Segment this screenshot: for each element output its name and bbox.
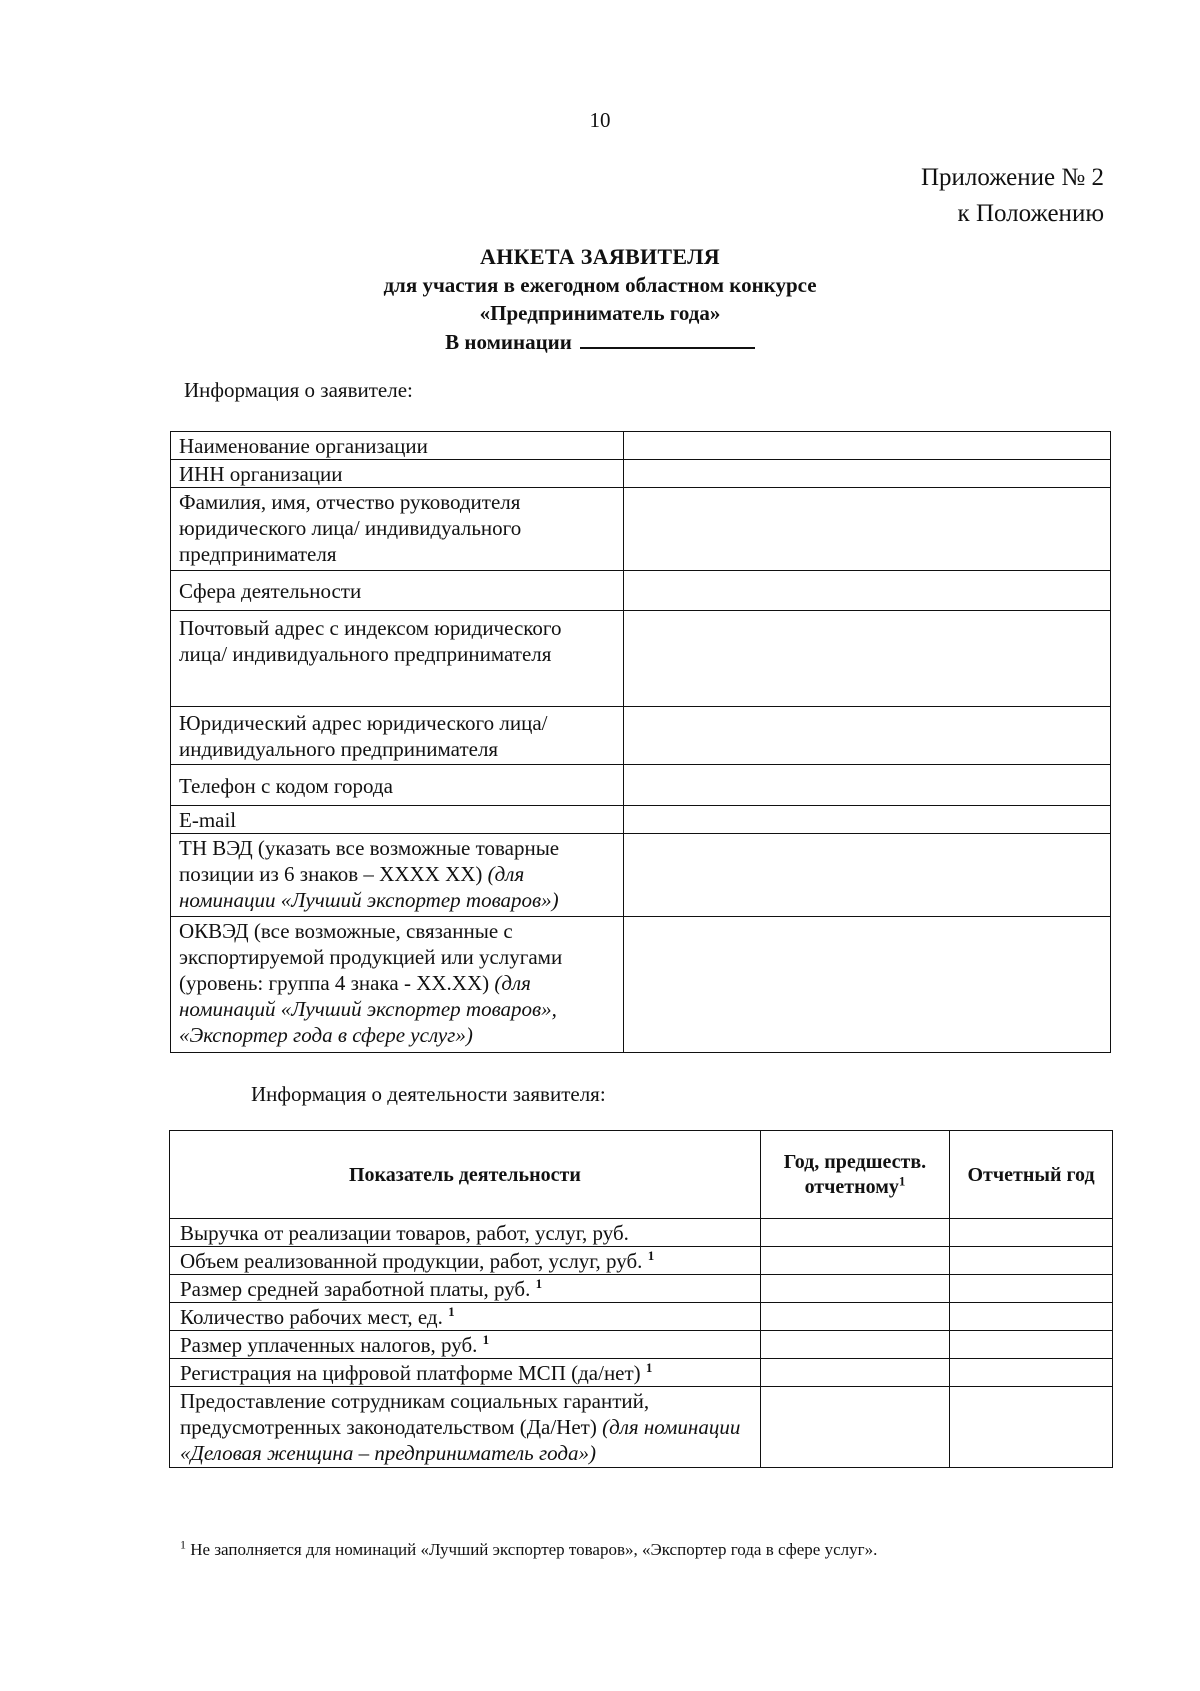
table-row — [171, 917, 1111, 1053]
row-label: E-mail — [171, 806, 624, 834]
row-label — [171, 917, 624, 1053]
table-row — [171, 806, 1111, 834]
table-row — [171, 834, 1111, 917]
footnote-mark: 1 — [645, 1360, 653, 1375]
row-label: Почтовый адрес с индексом юридического лица/ индивидуального предпринимателя — [171, 611, 624, 707]
value-cell[interactable] — [623, 834, 1110, 917]
table-row — [170, 1331, 1113, 1359]
prev-year-value-cell[interactable] — [760, 1359, 949, 1387]
report-year-value-cell[interactable] — [950, 1387, 1113, 1468]
table-row — [170, 1387, 1113, 1468]
nomination-label: В номинации — [445, 330, 572, 354]
indicator-text: Предоставление сотрудникам социальных гарантий, предусмотренных законодательством (Да/Нет) — [180, 1389, 650, 1439]
indicator-text: Выручка от реализации товаров, работ, услуг, руб. — [180, 1221, 629, 1245]
prev-year-value-cell[interactable] — [760, 1387, 949, 1468]
report-year-value-cell[interactable] — [950, 1303, 1113, 1331]
row-label: Фамилия, имя, отчество руководителя юридического лица/ индивидуального предпринимателя — [171, 488, 624, 571]
value-cell[interactable] — [623, 571, 1110, 611]
table-row — [170, 1219, 1113, 1247]
footnote-mark: 1 — [482, 1332, 490, 1347]
row-label: ИНН организации — [171, 460, 624, 488]
column-header-prev-year — [760, 1131, 949, 1219]
indicator-cell — [170, 1387, 761, 1468]
row-label-text: ТН ВЭД (указать все возможные товарные позиции из 6 знаков – XXXX XX) — [179, 836, 560, 886]
table-row — [170, 1275, 1113, 1303]
row-label — [171, 834, 624, 917]
row-label: Юридический адрес юридического лица/ индивидуального предпринимателя — [171, 707, 624, 765]
page-number: 10 — [589, 108, 611, 132]
prev-year-value-cell[interactable] — [760, 1247, 949, 1275]
table-header-row — [170, 1131, 1113, 1219]
applicant-info-label: Информация о заявителе: — [184, 378, 413, 402]
table-row — [170, 1359, 1113, 1387]
applicant-info-table — [170, 431, 1111, 1053]
nomination-blank-field[interactable] — [580, 327, 755, 349]
value-cell[interactable] — [623, 611, 1110, 707]
value-cell[interactable] — [623, 460, 1110, 488]
column-header-indicator: Показатель деятельности — [170, 1131, 761, 1219]
nomination-line — [0, 327, 1200, 356]
report-year-value-cell[interactable] — [950, 1247, 1113, 1275]
value-cell[interactable] — [623, 432, 1110, 460]
table-row — [171, 460, 1111, 488]
indicator-text: Регистрация на цифровой платформе МСП (да/нет) — [180, 1361, 641, 1385]
row-label: Телефон с кодом города — [171, 765, 624, 806]
activity-info-label: Информация о деятельности заявителя: — [251, 1082, 606, 1106]
prev-year-value-cell[interactable] — [760, 1219, 949, 1247]
footnote-number: 1 — [180, 1537, 186, 1552]
appendix-line-1: Приложение № 2 — [920, 164, 1104, 191]
indicator-text: Количество рабочих мест, ед. — [180, 1305, 443, 1329]
value-cell[interactable] — [623, 488, 1110, 571]
table-row — [171, 765, 1111, 806]
column-header-prev-year-text: Год, предшеств. отчетному — [783, 1151, 927, 1198]
row-label: Наименование организации — [171, 432, 624, 460]
prev-year-value-cell[interactable] — [760, 1275, 949, 1303]
value-cell[interactable] — [623, 917, 1110, 1053]
footnote-text: Не заполняется для номинаций «Лучший экспортер товаров», «Экспортер года в сфере услуг». — [190, 1540, 878, 1559]
indicator-text: Размер уплаченных налогов, руб. — [180, 1333, 478, 1357]
footnote-mark: 1 — [448, 1304, 455, 1319]
report-year-value-cell[interactable] — [950, 1275, 1113, 1303]
form-heading — [0, 243, 1200, 356]
indicator-cell — [170, 1359, 761, 1387]
report-year-value-cell[interactable] — [950, 1219, 1113, 1247]
indicator-cell — [170, 1219, 761, 1247]
appendix-line-2: к Положению — [957, 200, 1104, 227]
table-row — [170, 1247, 1113, 1275]
form-subtitle: для участия в ежегодном областном конкурсе — [383, 273, 817, 297]
appendix-reference — [921, 160, 1104, 232]
value-cell[interactable] — [623, 765, 1110, 806]
row-label: Сфера деятельности — [171, 571, 624, 611]
contest-name: «Предприниматель года» — [479, 301, 721, 325]
row-label-note: (для номинации «Лучший экспортер товаров») — [179, 862, 559, 912]
form-title: АНКЕТА ЗАЯВИТЕЛЯ — [480, 244, 720, 269]
footnote-mark: 1 — [898, 1173, 906, 1189]
indicator-cell — [170, 1331, 761, 1359]
footnote-mark: 1 — [647, 1248, 655, 1263]
report-year-value-cell[interactable] — [950, 1359, 1113, 1387]
table-row — [171, 707, 1111, 765]
indicator-cell — [170, 1247, 761, 1275]
indicator-note: (для номинации «Деловая женщина – предприниматель года») — [180, 1415, 741, 1465]
indicator-text: Размер средней заработной платы, руб. — [180, 1277, 531, 1301]
indicator-cell — [170, 1303, 761, 1331]
row-label-text: ОКВЭД (все возможные, связанные с экспортируемой продукцией или услугами (уровень: группа 4 знака - XX.XX) — [179, 919, 563, 995]
value-cell[interactable] — [623, 707, 1110, 765]
footnote-mark: 1 — [535, 1276, 543, 1291]
row-label-note: (для номинаций «Лучший экспортер товаров», «Экспортер года в сфере услуг») — [179, 971, 557, 1047]
value-cell[interactable] — [623, 806, 1110, 834]
report-year-value-cell[interactable] — [950, 1331, 1113, 1359]
prev-year-value-cell[interactable] — [760, 1331, 949, 1359]
table-row — [171, 488, 1111, 571]
indicator-cell — [170, 1275, 761, 1303]
indicator-text: Объем реализованной продукции, работ, услуг, руб. — [180, 1249, 643, 1273]
table-row — [171, 432, 1111, 460]
activity-info-table — [169, 1130, 1113, 1468]
table-row — [171, 571, 1111, 611]
table-row — [171, 611, 1111, 707]
prev-year-value-cell[interactable] — [760, 1303, 949, 1331]
footnote — [180, 1537, 878, 1560]
column-header-report-year: Отчетный год — [950, 1131, 1113, 1219]
table-row — [170, 1303, 1113, 1331]
